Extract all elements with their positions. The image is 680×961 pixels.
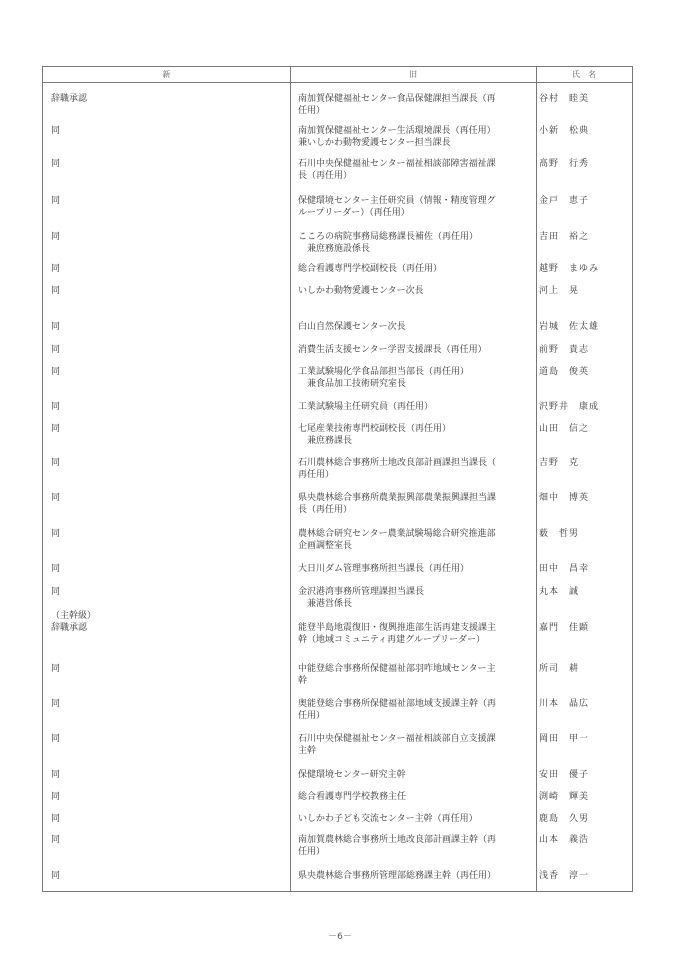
cell-name: 所司 耕 <box>539 664 580 674</box>
cell-new: 同 <box>51 871 61 881</box>
cell-name: 吉田 裕之 <box>539 232 590 242</box>
cell-new: 同 <box>51 264 61 274</box>
header-divider <box>43 82 632 83</box>
cell-name: 道島 俊英 <box>539 367 590 377</box>
cell-name: 岩城 佐太雄 <box>539 322 600 332</box>
cell-old: 県央農林総合事務所農業振興部農業振興課担当課 長（再任用） <box>298 493 497 515</box>
cell-name: 小新 松典 <box>539 126 590 136</box>
cell-name: 渕崎 輝美 <box>539 792 590 802</box>
cell-old: 石川中央保健福祉センター福祉相談部自立支援課 主幹 <box>298 734 496 756</box>
page-number: －6－ <box>328 932 352 942</box>
cell-old: 保健環境センター研究主幹 <box>298 770 406 780</box>
cell-new: 同 <box>51 458 61 468</box>
cell-new: 同 <box>51 126 61 136</box>
cell-new: 同 <box>51 196 61 206</box>
cell-name: 嘉門 佳顕 <box>539 623 590 633</box>
cell-new: 同 <box>51 792 61 802</box>
cell-new: 同 <box>51 835 61 845</box>
cell-old: 石川中央保健福祉センター福祉相談部障害福祉課 長（再任用） <box>298 159 496 181</box>
cell-old: 南加賀保健福祉センター生活環境課長（再任用） 兼いしかわ動物愛護センター担当課長 <box>298 126 496 148</box>
cell-old: 工業試験場化学食品部担当部長（再任用） 兼食品加工技術研究室長 <box>298 367 470 389</box>
cell-new: 同 <box>51 814 61 824</box>
cell-old: 総合看護専門学校副校長（再任用） <box>298 264 443 274</box>
cell-new: 同 <box>51 345 61 355</box>
cell-new: 辞職承認 <box>51 94 88 104</box>
cell-new: 同 <box>51 402 61 412</box>
cell-old: こころの病院事務局総務課長補佐（再任用） 兼庶務施設係長 <box>298 232 479 254</box>
header-new: 新 <box>162 70 171 79</box>
cell-old: 保健環境センター主任研究員（情報・精度管理グ ループリーダー）（再任用） <box>298 196 496 218</box>
cell-old: 奥能登総合事務所保健福祉部地域支援課主幹（再 任用） <box>298 699 497 721</box>
cell-name: 川本 晶広 <box>539 699 590 709</box>
header-old: 旧 <box>409 70 417 79</box>
cell-old: 南加賀保健福祉センター食品保健課担当課長（再 任用） <box>298 94 496 116</box>
cell-old: 中能登総合事務所保健福祉部羽咋地域センター主 幹 <box>298 664 496 686</box>
cell-name: 鹿島 久男 <box>539 814 590 824</box>
personnel-table <box>42 66 633 892</box>
cell-name: 越野 まゆみ <box>539 264 600 274</box>
cell-name: 金戸 恵子 <box>539 196 590 206</box>
cell-old: 県央農林総合事務所管理部総務課主幹（再任用） <box>298 871 497 881</box>
cell-old: 農林総合研究センター農業試験場総合研究推進部 企画調整室長 <box>298 529 496 551</box>
cell-name: 丸本 誠 <box>539 587 580 597</box>
cell-new: 同 <box>51 367 61 377</box>
cell-new: 同 <box>51 587 61 597</box>
cell-new: 同 <box>51 322 61 332</box>
cell-old: 南加賀農林総合事務所土地改良部計画課主幹（再 任用） <box>298 835 497 857</box>
cell-name: 岡田 甲一 <box>539 734 590 744</box>
cell-old: 石川農林総合事務所土地改良部計画課担当課長（ 再任用） <box>298 458 497 480</box>
column-divider <box>290 67 291 891</box>
cell-new: 同 <box>51 529 61 539</box>
cell-old: 白山自然保護センター次長 <box>298 322 406 332</box>
cell-new: 同 <box>51 770 61 780</box>
cell-old: 総合看護専門学校教務主任 <box>298 792 407 802</box>
cell-name: 浅香 淳一 <box>539 871 590 881</box>
cell-old: 能登半島地震復旧・復興推進部生活再建支援課主 幹（地域コミュニティ再建グループリーダー） <box>298 623 497 645</box>
cell-new: 同 <box>51 286 61 296</box>
cell-old: いしかわ動物愛護センター次長 <box>298 286 424 296</box>
cell-name: 吉野 克 <box>539 458 580 468</box>
cell-old: 工業試験場主任研究員（再任用） <box>298 402 434 412</box>
cell-name: 山本 義浩 <box>539 835 590 845</box>
cell-new: 同 <box>51 159 61 169</box>
cell-new: 同 <box>51 699 61 709</box>
cell-old: 大日川ダム管理事務所担当課長（再任用） <box>298 564 470 574</box>
cell-new: 同 <box>51 493 61 503</box>
cell-name: 安田 優子 <box>539 770 590 780</box>
cell-name: 谷村 睦美 <box>539 94 590 104</box>
cell-name: 田中 昌幸 <box>539 564 590 574</box>
cell-name: 畑中 博英 <box>539 493 590 503</box>
cell-new: 同 <box>51 734 61 744</box>
cell-name: 薮 哲男 <box>539 529 580 539</box>
cell-new: 同 <box>51 564 61 574</box>
cell-new: （主幹級） 辞職承認 <box>51 611 97 633</box>
cell-old: 消費生活支援センター学習支援課長（再任用） <box>298 345 487 355</box>
cell-old: 七尾産業技術専門校副校長（再任用） 兼庶務課長 <box>298 424 452 446</box>
cell-name: 沢野井 康成 <box>539 402 600 412</box>
column-divider <box>536 67 537 891</box>
cell-name: 前野 貴志 <box>539 345 590 355</box>
cell-name: 山田 信之 <box>539 424 590 434</box>
cell-new: 同 <box>51 664 61 674</box>
cell-old: 金沢港湾事務所管理課担当課長 兼港営係長 <box>298 587 425 609</box>
cell-name: 髙野 行秀 <box>539 159 590 169</box>
cell-old: いしかわ子ども交流センター主幹（再任用） <box>298 814 478 824</box>
cell-new: 同 <box>51 232 61 242</box>
cell-new: 同 <box>51 424 61 434</box>
cell-name: 河上 晃 <box>539 286 580 296</box>
header-name: 氏 名 <box>572 70 596 79</box>
